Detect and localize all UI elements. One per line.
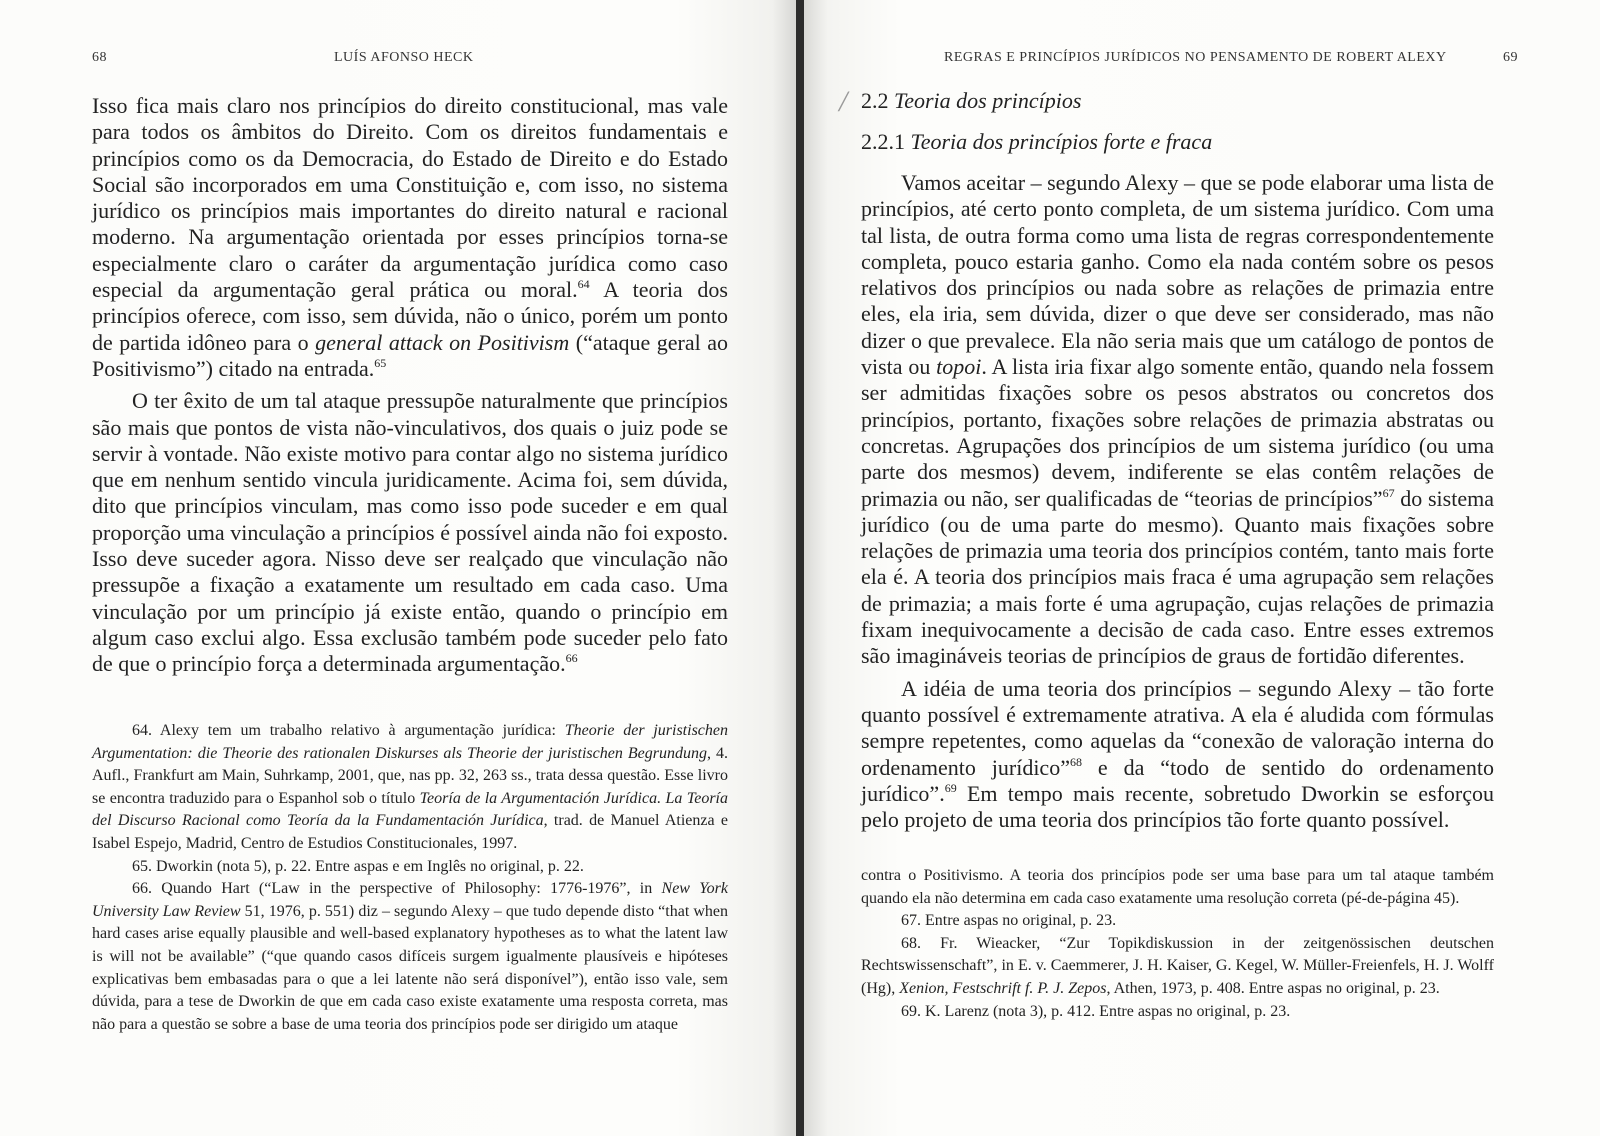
footnote-65: 65. Dworkin (nota 5), p. 22. Entre aspas e em Inglês no original, p. 22. [132, 857, 584, 875]
paragraph: A idéia de uma teoria dos princípios – segundo Alexy – tão forte quanto possível é extremamente atrativa. A ela é aludida com fórmulas sempre repetentes, como aquelas da “conexão de valoração interna do ordenamento jurídico”$^{68}$ e da “todo de sentido do ordenamento jurídico”.$^{69}$ Em tempo mais recente, sobretudo Dworkin se esforçou pelo projeto de uma teoria dos princípios tão forte quanto possível. [861, 675, 1494, 833]
footnotes [92, 720, 728, 1036]
subsection-heading: 2.2.1 Teoria dos princípios forte e fraca [861, 129, 1213, 154]
footnote-continuation: contra o Positivismo. A teoria dos princípios pode ser uma base para um tal ataque também quando ela não determina em cada caso exatamente uma resolução correta (pé-de-página 45). [861, 867, 1494, 907]
footnote-ref[interactable]: 69 [944, 780, 957, 795]
left-page [0, 0, 796, 1136]
page-number: 68 [92, 50, 107, 65]
paragraph: Isso fica mais claro nos princípios do direito constitucional, mas vale para todos os âmbitos do Direito. Com os direitos fundamentais e princípios como os da Democracia, do Estado de Direito e do Estado Social são incorporados em uma Constituição e, com isso, no sistema jurídico os princípios mais importantes do direito natural e racional moderno. Na argumentação orientada por esses princípios torna-se especialmente claro o caráter da argumentação jurídica como caso especial da argumentação geral prática ou moral.$^{64}$ A teoria dos princípios oferece, com isso, sem dúvida, não o único, porém um ponto de partida idôneo para o general attack on Positivism (“ataque geral ao Positivismo”) citado na entrada.$^{65}$ [92, 93, 728, 381]
body-text [861, 170, 1494, 833]
paragraph: O ter êxito de um tal ataque pressupõe naturalmente que princípios são mais que pontos de vista não-vinculativos, dos quais o juiz pode se servir à vontade. Não existe motivo para contar algo no sistema jurídico que em nenhum sentido vincula juridicamente. Acima foi, sem dúvida, dito que princípios vinculam, mas como isso pode suceder e em qual proporção uma vinculação a princípios é possível ainda não foi exposto. Isso deve suceder agora. Nisso deve ser realçado que vinculação não pressupõe a fixação a exatamente um resultado em cada caso. Uma vinculação por um princípio já existe então, quando o princípio em algum caso exclui algo. Essa exclusão também pode suceder pelo fato de que o princípio força a determinada argumentação.$^{66}$ [92, 388, 728, 677]
pencil-check-mark: / [839, 85, 848, 118]
footnote-ref[interactable]: 64 [577, 277, 590, 292]
running-head: LUÍS AFONSO HECK [334, 50, 474, 65]
book-gutter [796, 0, 804, 1136]
right-page [804, 0, 1600, 1136]
running-head: REGRAS E PRINCÍPIOS JURÍDICOS NO PENSAMENTO DE ROBERT ALEXY [944, 50, 1447, 65]
footnote-ref[interactable]: 67 [1382, 485, 1395, 500]
footnote-ref[interactable]: 68 [1069, 754, 1082, 769]
section-heading: 2.2 Teoria dos princípios [861, 88, 1082, 113]
paragraph: Vamos aceitar – segundo Alexy – que se pode elaborar uma lista de princípios, até certo ponto completa, de um sistema jurídico. Com uma tal lista, de outra forma como uma lista de regras correspondentemente completa, pouco estaria ganho. Como ela nada contém sobre os pesos relativos dos princípios ou nada sobre as relações de primazia entre eles, ela iria, sem dúvida, dizer o que deve ser considerado, mas não dizer o que prevalece. Ela não seria mais que um catálogo de pontos de vista ou topoi. A lista iria fixar algo somente então, quando nela fossem ser admitidas fixações sobre os pesos abstratos ou concretos dos princípios, portanto, fixações sobre relações de primazia abstratas ou concretas. Agrupações dos princípios de um sistema jurídico (ou uma parte dos mesmos) devem, indiferente se elas contêm relações de primazia ou não, ser qualificadas de “teorias de princípios”$^{67}$ do sistema jurídico (ou de uma parte do mesmo). Quanto mais fixações sobre relações de primazia uma teoria dos princípios contém, tanto mais forte ela é. A teoria dos princípios mais fraca é uma agrupação sem relações de primazia; a mais forte é uma agrupação, cujas relações de primazia fixam inequivocamente a decisão de cada caso. Entre esses extremos são imagináveis teorias de princípios de graus de fortidão diferentes. [861, 170, 1494, 669]
footnote-64: 64. Alexy tem um trabalho relativo à argumentação jurídica: Theorie der juristischen Argumentation: die Theorie des rationalen Diskurses als Theorie der juristischen Begrundung, 4. Aufl., Frankfurt am Main, Suhrkamp, 2001, que, nas pp. 32, 263 ss., trata dessa questão. Esse livro se encontra traduzido para o Espanhol sob o título Teoría de la Argumentación Jurídica. La Teoría del Discurso Racional como Teoría da la Fundamentación Jurídica, trad. de Manuel Atienza e Isabel Espejo, Madrid, Centro de Estudios Constitucionales, 1997. [92, 722, 729, 852]
footnote-ref[interactable]: 66 [565, 651, 578, 666]
footnote-66: 66. Quando Hart (“Law in the perspective of Philosophy: 1776-1976”, in New York University Law Review 51, 1976, p. 551) diz – segundo Alexy – que tudo depende disto “that when hard cases arise equally plausible and well-based explanatory hypotheses as to what the latent law is will not be available” (“que quando casos difíceis surgem igualmente plausíveis e hipóteses explicativas bem embasadas para o que a lei latente não será disponível”), então isso vale, sem dúvida, para a tese de Dworkin de que em cada caso existe exatamente uma resposta correta, mas não para a questão se sobre a base de uma teoria dos princípios pode ser dirigido um ataque [92, 880, 729, 1033]
body-text [92, 93, 728, 678]
page-number: 69 [1503, 50, 1518, 65]
footnotes [861, 865, 1494, 1023]
footnote-68: 68. Fr. Wieacker, “Zur Topikdiskussion in der zeitgenössischen deutschen Rechtswissenschaft”, in E. v. Caemmerer, J. H. Kaiser, G. Kegel, W. Müller-Freienfels, H. J. Wolff (Hg), Xenion, Festschrift f. P. J. Zepos, Athen, 1973, p. 408. Entre aspas no original, p. 23. [861, 934, 1494, 997]
footnote-ref[interactable]: 65 [374, 355, 387, 370]
footnote-69: 69. K. Larenz (nota 3), p. 412. Entre aspas no original, p. 23. [901, 1002, 1291, 1020]
footnote-67: 67. Entre aspas no original, p. 23. [901, 912, 1117, 930]
